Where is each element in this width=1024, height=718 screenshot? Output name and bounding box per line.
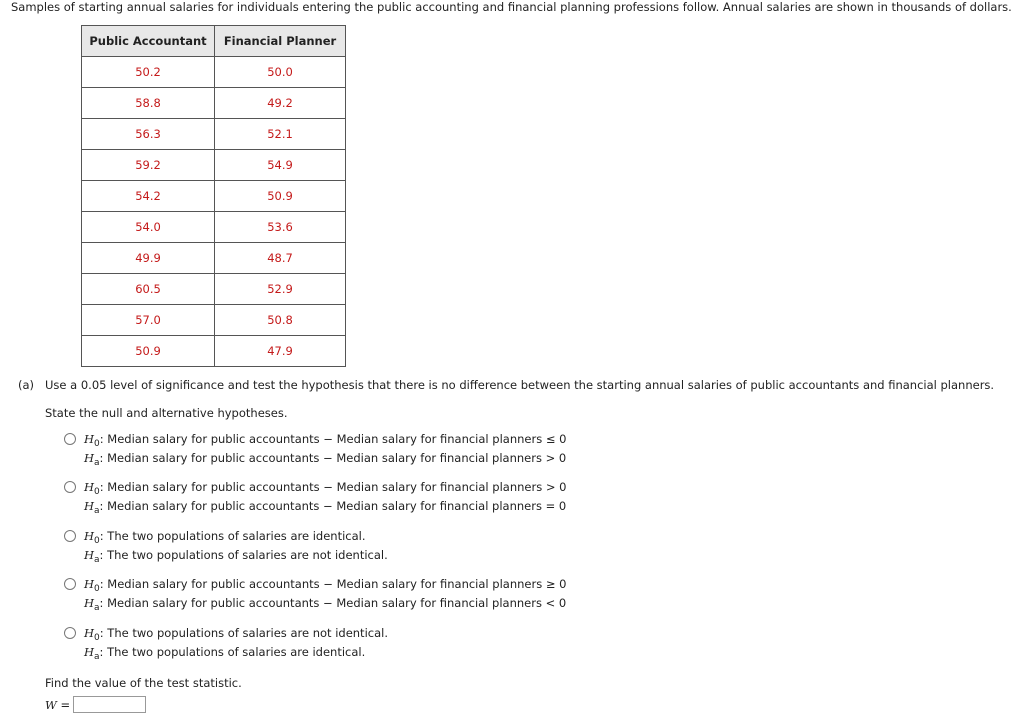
- test-statistic-prompt: Find the value of the test statistic.: [45, 676, 242, 690]
- financial-planner-cell: 52.1: [215, 119, 346, 150]
- table-row: [82, 57, 346, 88]
- financial-planner-cell: 54.9: [215, 150, 346, 181]
- public-accountant-cell: 54.2: [82, 181, 215, 212]
- alt-hypothesis: [84, 497, 566, 516]
- w-symbol: W: [45, 698, 57, 712]
- part-a-question: [18, 378, 994, 392]
- hypotheses-prompt: State the null and alternative hypotheses.: [45, 406, 288, 420]
- financial-planner-cell: 52.9: [215, 274, 346, 305]
- null-subscript: 0: [94, 584, 100, 594]
- null-subscript: 0: [94, 633, 100, 643]
- h-symbol: H: [84, 451, 95, 465]
- financial-planner-cell: 50.8: [215, 305, 346, 336]
- null-hypothesis-text: : Median salary for public accountants − Median salary for financial planners ≤ 0: [99, 432, 567, 446]
- public-accountant-cell: 49.9: [82, 243, 215, 274]
- financial-planner-cell: 53.6: [215, 212, 346, 243]
- public-accountant-cell: 59.2: [82, 150, 215, 181]
- alt-subscript: a: [94, 555, 100, 565]
- radio-button[interactable]: [64, 578, 76, 590]
- financial-planner-cell: 50.9: [215, 181, 346, 212]
- null-hypothesis-text: : Median salary for public accountants − Median salary for financial planners ≥ 0: [99, 577, 567, 591]
- salary-table: [81, 25, 346, 367]
- h-symbol: H: [84, 577, 95, 591]
- h-symbol: H: [84, 626, 95, 640]
- table-row: [82, 88, 346, 119]
- public-accountant-cell: 60.5: [82, 274, 215, 305]
- radio-button[interactable]: [64, 627, 76, 639]
- null-subscript: 0: [94, 439, 100, 449]
- null-subscript: 0: [94, 536, 100, 546]
- problem-intro: Samples of starting annual salaries for individuals entering the public accounting and financial planning professions follow. Annual salaries are shown in thousands of dollars.: [11, 0, 1012, 14]
- h-symbol: H: [84, 499, 95, 513]
- alt-hypothesis-text: : Median salary for public accountants − Median salary for financial planners < 0: [99, 596, 567, 610]
- table-header-row: [82, 26, 346, 57]
- h-symbol: H: [84, 645, 95, 659]
- financial-planner-cell: 50.0: [215, 57, 346, 88]
- alt-subscript: a: [94, 506, 100, 516]
- radio-button[interactable]: [64, 481, 76, 493]
- h-symbol: H: [84, 596, 95, 610]
- alt-subscript: a: [94, 603, 100, 613]
- null-hypothesis: [84, 478, 566, 497]
- table-row: [82, 243, 346, 274]
- table-row: [82, 150, 346, 181]
- null-hypothesis: [84, 575, 566, 594]
- h-symbol: H: [84, 529, 95, 543]
- null-hypothesis: [84, 527, 366, 546]
- null-hypothesis: [84, 624, 388, 643]
- header-financial-planner: Financial Planner: [215, 26, 346, 57]
- null-hypothesis-text: : Median salary for public accountants − Median salary for financial planners > 0: [99, 480, 567, 494]
- test-statistic-label: [45, 698, 70, 712]
- alt-hypothesis: [84, 594, 566, 613]
- financial-planner-cell: 48.7: [215, 243, 346, 274]
- h-symbol: H: [84, 548, 95, 562]
- alt-subscript: a: [94, 652, 100, 662]
- alt-hypothesis: [84, 449, 566, 468]
- part-a-label: (a): [18, 378, 35, 392]
- alt-hypothesis: [84, 546, 388, 565]
- h-symbol: H: [84, 432, 95, 446]
- null-hypothesis-text: : The two populations of salaries are not identical.: [99, 626, 388, 640]
- alt-hypothesis: [84, 643, 365, 662]
- table-row: [82, 305, 346, 336]
- alt-subscript: a: [94, 458, 100, 468]
- radio-button[interactable]: [64, 530, 76, 542]
- alt-hypothesis-text: : The two populations of salaries are not identical.: [99, 548, 388, 562]
- public-accountant-cell: 56.3: [82, 119, 215, 150]
- radio-button[interactable]: [64, 433, 76, 445]
- table-row: [82, 336, 346, 367]
- public-accountant-cell: 50.2: [82, 57, 215, 88]
- alt-hypothesis-text: : Median salary for public accountants − Median salary for financial planners > 0: [99, 451, 567, 465]
- public-accountant-cell: 57.0: [82, 305, 215, 336]
- h-symbol: H: [84, 480, 95, 494]
- header-public-accountant: Public Accountant: [82, 26, 215, 57]
- financial-planner-cell: 49.2: [215, 88, 346, 119]
- null-hypothesis: [84, 430, 566, 449]
- table-row: [82, 119, 346, 150]
- public-accountant-cell: 54.0: [82, 212, 215, 243]
- table-row: [82, 212, 346, 243]
- part-a-text: Use a 0.05 level of significance and test the hypothesis that there is no difference between the starting annual salaries of public accountants and financial planners.: [45, 378, 995, 392]
- table-row: [82, 274, 346, 305]
- null-hypothesis-text: : The two populations of salaries are identical.: [99, 529, 366, 543]
- alt-hypothesis-text: : Median salary for public accountants − Median salary for financial planners = 0: [99, 499, 567, 513]
- financial-planner-cell: 47.9: [215, 336, 346, 367]
- public-accountant-cell: 58.8: [82, 88, 215, 119]
- public-accountant-cell: 50.9: [82, 336, 215, 367]
- null-subscript: 0: [94, 487, 100, 497]
- equals-sign: =: [56, 698, 71, 712]
- test-statistic-input[interactable]: [73, 696, 146, 713]
- alt-hypothesis-text: : The two populations of salaries are identical.: [99, 645, 366, 659]
- table-row: [82, 181, 346, 212]
